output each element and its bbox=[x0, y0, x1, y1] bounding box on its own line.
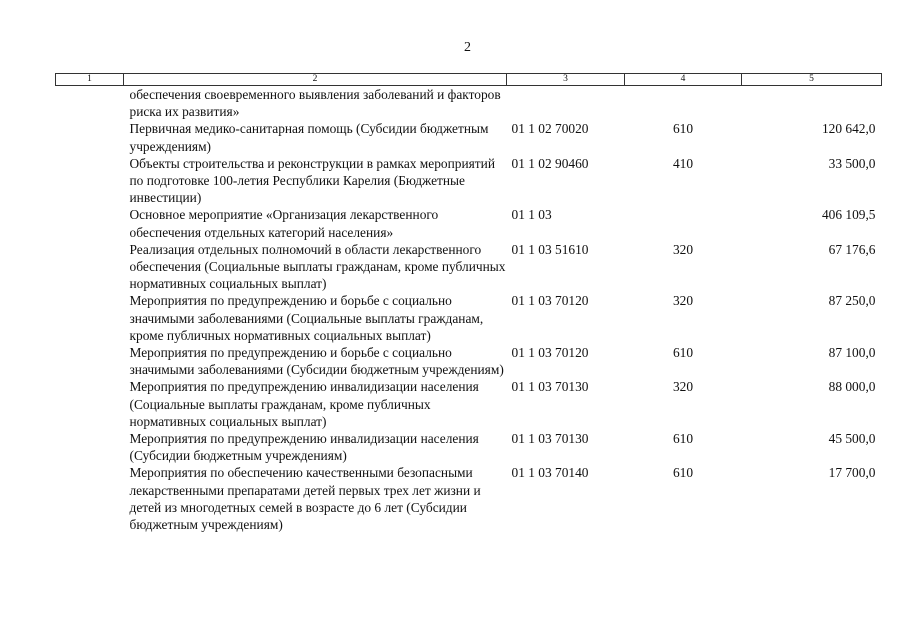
row-amount: 88 000,0 bbox=[828, 379, 876, 395]
table-row bbox=[56, 292, 882, 344]
row-code: 01 1 03 70120 bbox=[511, 345, 589, 361]
continuation-row bbox=[56, 86, 882, 121]
row-code: 01 1 03 70130 bbox=[511, 379, 589, 395]
row-name: Мероприятия по предупреждению и борьбе с социально значимыми заболеваниями (Социальные выплаты гражданам, кроме публичных нормативных социальных выплат) bbox=[129, 293, 484, 343]
row-expense-type bbox=[625, 206, 742, 240]
page-number: 2 bbox=[464, 40, 471, 55]
row-amount: 45 500,0 bbox=[828, 431, 876, 447]
row-code: 01 1 03 70130 bbox=[511, 431, 589, 447]
row-expense-type: 320 bbox=[672, 293, 694, 309]
row-expense-type: 610 bbox=[672, 431, 694, 447]
row-amount: 87 100,0 bbox=[828, 345, 876, 361]
row-name: Реализация отдельных полномочий в области лекарственного обеспечения (Социальные выплаты гражданам, кроме публичных нормативных социальных выплат) bbox=[129, 241, 506, 292]
row-expense-type: 610 bbox=[672, 345, 694, 361]
table-row bbox=[56, 344, 882, 378]
continuation-text: обеспечения своевременного выявления заболеваний и факторов риска их развития» bbox=[129, 87, 501, 120]
row-amount: 17 700,0 bbox=[828, 465, 876, 481]
row-code: 01 1 03 70120 bbox=[511, 293, 589, 309]
table-row bbox=[56, 430, 882, 464]
row-code: 01 1 02 70020 bbox=[511, 121, 589, 137]
table-row bbox=[56, 120, 882, 154]
column-header-2: 2 bbox=[124, 74, 507, 86]
table-row bbox=[56, 155, 882, 207]
row-code: 01 1 03 bbox=[511, 207, 552, 223]
row-amount: 67 176,6 bbox=[828, 241, 876, 257]
row-code: 01 1 02 90460 bbox=[511, 155, 589, 171]
row-name: Мероприятия по предупреждению инвалидизации населения (Социальные выплаты гражданам, кроме публичных нормативных социальных выплат) bbox=[129, 379, 479, 429]
row-name: Мероприятия по предупреждению и борьбе с социально значимыми заболеваниями (Субсидии бюджетным учреждениям) bbox=[129, 345, 504, 378]
row-expense-type: 320 bbox=[672, 241, 694, 257]
column-header-3: 3 bbox=[507, 74, 625, 86]
budget-table bbox=[55, 73, 882, 533]
row-expense-type: 410 bbox=[672, 155, 694, 171]
row-code: 01 1 03 70140 bbox=[511, 465, 589, 481]
row-amount: 120 642,0 bbox=[821, 121, 876, 137]
row-expense-type: 610 bbox=[672, 465, 694, 481]
row-name: Мероприятия по предупреждению инвалидизации населения (Субсидии бюджетным учреждениям) bbox=[129, 431, 479, 464]
row-name: Основное мероприятие «Организация лекарственного обеспечения отдельных категорий населения» bbox=[129, 207, 439, 240]
table-row bbox=[56, 241, 882, 293]
column-header-1: 1 bbox=[56, 74, 124, 86]
row-name: Первичная медико-санитарная помощь (Субсидии бюджетным учреждениям) bbox=[129, 121, 489, 154]
row-expense-type: 610 bbox=[672, 121, 694, 137]
column-number-row bbox=[56, 74, 882, 86]
row-amount: 406 109,5 bbox=[821, 207, 876, 223]
row-name: Мероприятия по обеспечению качественными безопасными лекарственными препаратами детей первых трех лет жизни и детей из многодетных семей в возрасте до 6 лет (Субсидии бюджетным учреждениям) bbox=[129, 465, 481, 533]
column-header-5: 5 bbox=[742, 74, 882, 86]
row-amount: 87 250,0 bbox=[828, 293, 876, 309]
row-name: Объекты строительства и реконструкции в рамках мероприятий по подготовке 100-летия Республики Карелия (Бюджетные инвестиции) bbox=[129, 155, 495, 206]
column-header-4: 4 bbox=[625, 74, 742, 86]
row-expense-type: 320 bbox=[672, 379, 694, 395]
row-code: 01 1 03 51610 bbox=[511, 241, 589, 257]
table-row bbox=[56, 378, 882, 430]
table-row bbox=[56, 464, 882, 533]
table-row bbox=[56, 206, 882, 240]
row-amount: 33 500,0 bbox=[828, 155, 876, 171]
